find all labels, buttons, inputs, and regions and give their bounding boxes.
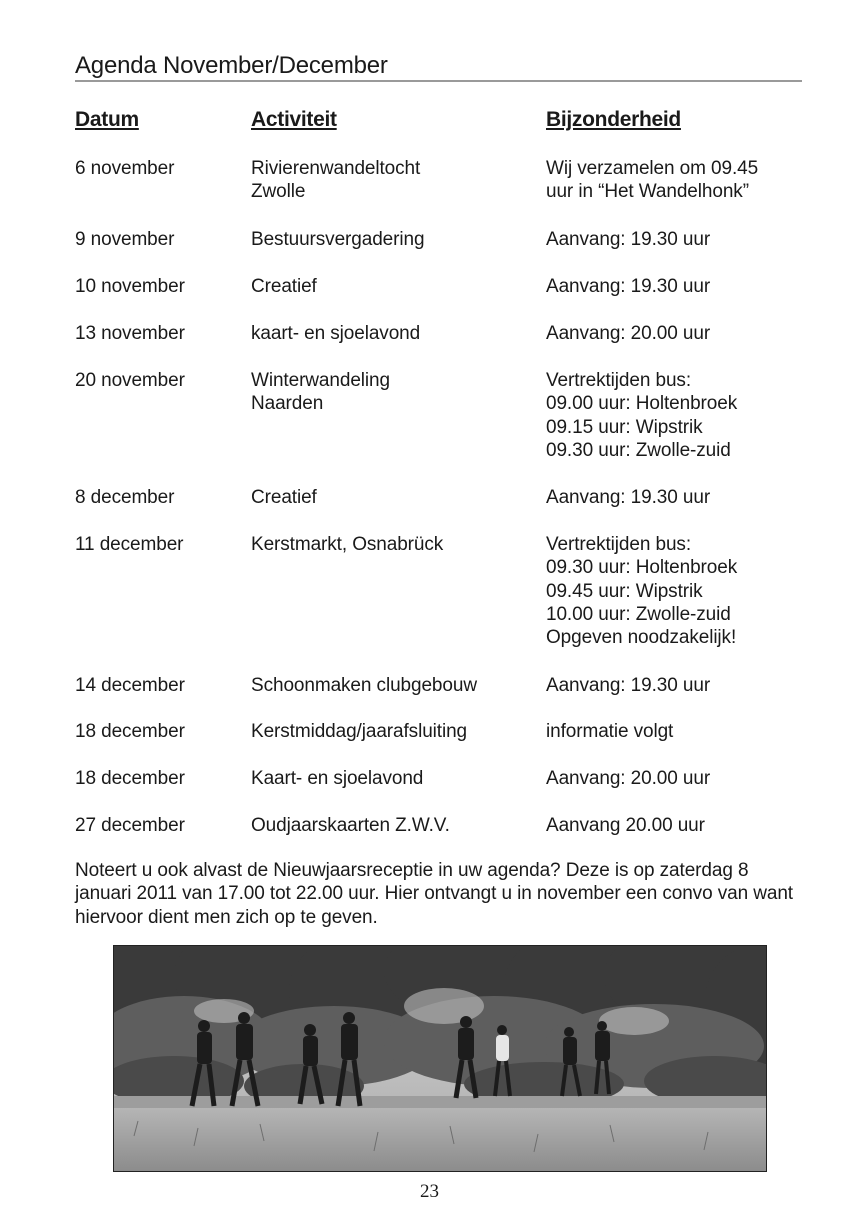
row-activiteit: Creatief xyxy=(251,276,317,297)
row-datum: 6 november xyxy=(75,158,175,179)
column-header-datum: Datum xyxy=(75,108,139,131)
row-bijzonderheid: Aanvang: 19.30 uur xyxy=(546,276,711,297)
row-datum: 10 november xyxy=(75,276,185,297)
row-datum: 18 december xyxy=(75,721,185,742)
walkers-photo xyxy=(113,945,767,1172)
row-activiteit: Creatief xyxy=(251,487,317,508)
row-activiteit: Kerstmarkt, Osnabrück xyxy=(251,534,444,555)
row-bijzonderheid: Aanvang: 20.00 uur xyxy=(546,323,711,344)
row-activiteit: Bestuursvergadering xyxy=(251,229,425,250)
row-bijzonderheid: Aanvang: 19.30 uur xyxy=(546,229,711,250)
row-activiteit: Schoonmaken clubgebouw xyxy=(251,675,477,696)
row-activiteit: Kerstmiddag/jaarafsluiting xyxy=(251,721,468,742)
row-datum: 18 december xyxy=(75,768,185,789)
row-bijzonderheid: Aanvang: 20.00 uur xyxy=(546,768,711,789)
row-activiteit: Oudjaarskaarten Z.W.V. xyxy=(251,815,450,836)
row-datum: 11 december xyxy=(75,534,184,555)
column-header-bijzonderheid: Bijzonderheid xyxy=(546,108,681,131)
row-datum: 8 december xyxy=(75,487,175,508)
row-activiteit: kaart- en sjoelavond xyxy=(251,323,421,344)
row-bijzonderheid: Aanvang: 19.30 uur xyxy=(546,487,711,508)
row-bijzonderheid: Vertrektijden bus: 09.00 uur: Holtenbroek 09.15 uur: Wipstrik 09.30 uur: Zwolle-zuid xyxy=(546,370,738,461)
row-activiteit: Kaart- en sjoelavond xyxy=(251,768,424,789)
page-title: Agenda November/December xyxy=(75,52,388,79)
reception-notice: Noteert u ook alvast de Nieuwjaarsreceptie in uw agenda? Deze is op zaterdag 8 januari 2011 van 17.00 tot 22.00 uur. Hier ontvangt u in november een convo van want hiervoor dient men zich op te geven. xyxy=(75,860,793,928)
column-header-activiteit: Activiteit xyxy=(251,108,337,131)
row-bijzonderheid: Aanvang 20.00 uur xyxy=(546,815,705,836)
row-datum: 14 december xyxy=(75,675,185,696)
row-bijzonderheid: Wij verzamelen om 09.45 uur in “Het Wandelhonk” xyxy=(546,158,759,203)
row-datum: 13 november xyxy=(75,323,185,344)
page-number: 23 xyxy=(420,1181,439,1202)
row-activiteit: Rivierenwandeltocht Zwolle xyxy=(251,158,421,203)
row-activiteit: Winterwandeling Naarden xyxy=(251,370,390,415)
title-divider xyxy=(75,80,802,82)
row-datum: 9 november xyxy=(75,229,175,250)
row-bijzonderheid: Aanvang: 19.30 uur xyxy=(546,675,711,696)
row-bijzonderheid: informatie volgt xyxy=(546,721,674,742)
row-datum: 27 december xyxy=(75,815,185,836)
row-datum: 20 november xyxy=(75,370,185,391)
row-bijzonderheid: Vertrektijden bus: 09.30 uur: Holtenbroek 09.45 uur: Wipstrik 10.00 uur: Zwolle-zuid Opgeven noodzakelijk! xyxy=(546,534,738,649)
